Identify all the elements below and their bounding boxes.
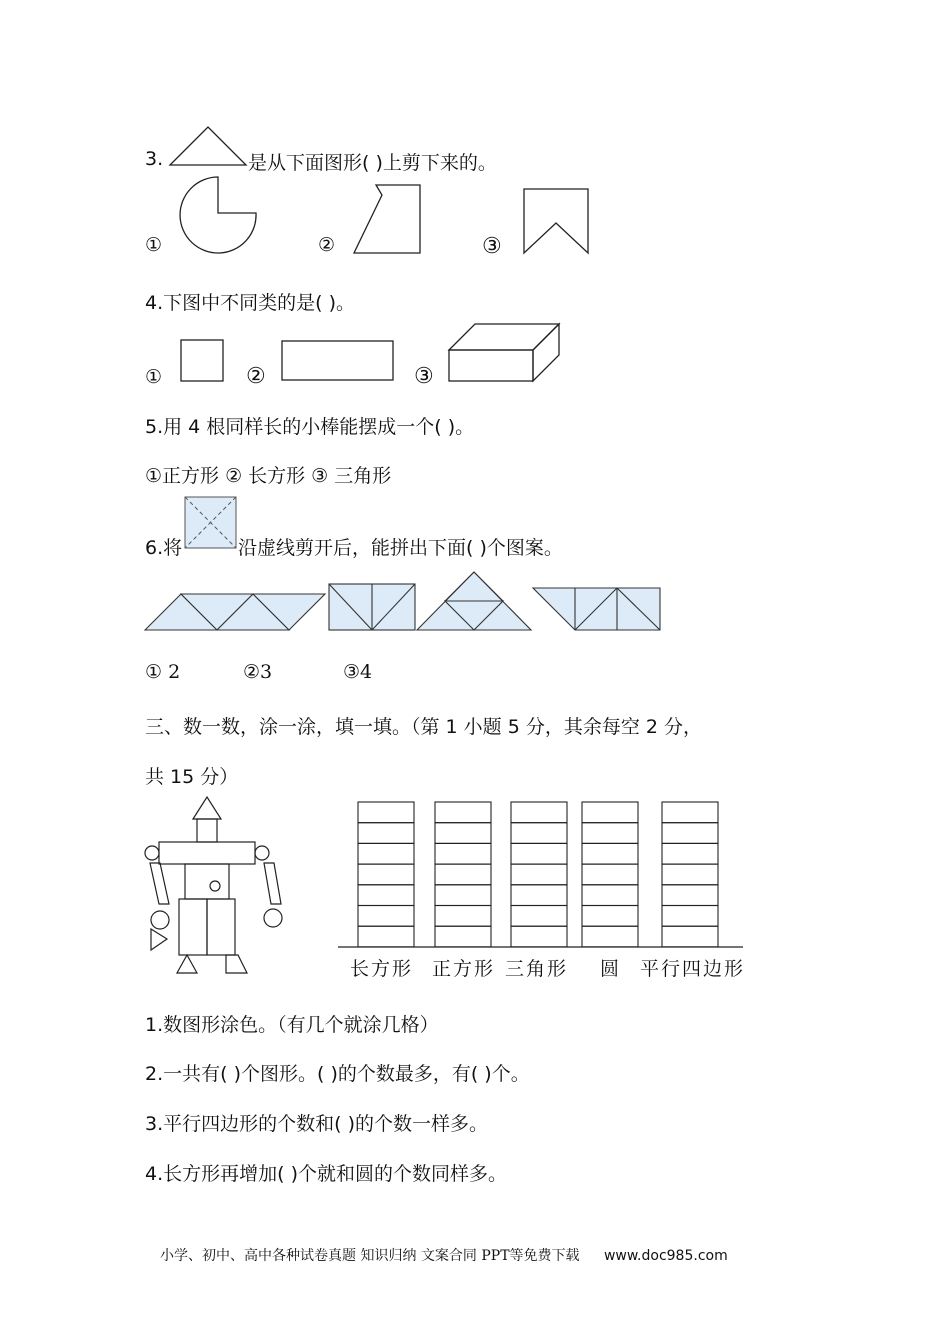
q4-square-shape xyxy=(180,339,224,383)
chart-cell[interactable] xyxy=(582,864,638,885)
chart-cell[interactable] xyxy=(582,843,638,864)
chart-cell[interactable] xyxy=(511,823,567,844)
chart-label: 长方形 xyxy=(350,958,414,980)
chart-cell[interactable] xyxy=(582,885,638,906)
q6-square-dashed-figure xyxy=(184,496,238,550)
robot-figure xyxy=(143,795,293,980)
q6-option-2: ②3 xyxy=(243,661,273,683)
chart-cell[interactable] xyxy=(358,843,414,864)
q4-option-1-label: ① xyxy=(145,366,163,388)
chart-cell[interactable] xyxy=(435,926,491,947)
chart-cell[interactable] xyxy=(358,864,414,885)
q3-triangle-figure xyxy=(168,125,248,167)
chart-cell[interactable] xyxy=(662,885,718,906)
q4-cuboid-shape xyxy=(447,322,561,384)
q6-suffix: 沿虚线剪开后，能拼出下面( )个图案。 xyxy=(238,537,563,559)
sub-question-4: 4.长方形再增加( )个就和圆的个数同样多。 xyxy=(145,1163,507,1185)
chart-cell[interactable] xyxy=(358,885,414,906)
chart-cell[interactable] xyxy=(435,906,491,927)
chart-cell[interactable] xyxy=(662,906,718,927)
chart-cell[interactable] xyxy=(511,885,567,906)
footer xyxy=(160,1245,734,1265)
chart-cell[interactable] xyxy=(662,864,718,885)
chart-label: 正方形 xyxy=(432,958,496,980)
chart-cell[interactable] xyxy=(358,802,414,823)
sub-question-3: 3.平行四边形的个数和( )的个数一样多。 xyxy=(145,1113,488,1135)
chart-cell[interactable] xyxy=(662,823,718,844)
section3-title-cont: 共 15 分） xyxy=(145,766,239,788)
q6-option-1: ① 2 xyxy=(145,661,181,683)
chart-cell[interactable] xyxy=(435,802,491,823)
chart-cell[interactable] xyxy=(358,906,414,927)
q6-patterns xyxy=(143,570,665,634)
q3-option-2-shape xyxy=(352,183,424,255)
chart-cell[interactable] xyxy=(435,843,491,864)
chart-cell[interactable] xyxy=(511,906,567,927)
q3-number: 3. xyxy=(145,148,164,170)
coloring-chart xyxy=(338,800,744,950)
q3-text: 是从下面图形( )上剪下来的。 xyxy=(248,152,497,174)
chart-cell[interactable] xyxy=(582,802,638,823)
chart-cell[interactable] xyxy=(662,843,718,864)
chart-label: 圆 xyxy=(600,958,622,980)
chart-cell[interactable] xyxy=(511,843,567,864)
q4-rectangle-shape xyxy=(281,340,395,382)
chart-cell[interactable] xyxy=(582,926,638,947)
footer-site: www.doc985.com xyxy=(603,1248,728,1264)
q4-option-3-label: ③ xyxy=(414,364,434,389)
q3-option-3-shape xyxy=(522,187,592,255)
chart-cell[interactable] xyxy=(435,823,491,844)
sub-question-1: 1.数图形涂色。（有几个就涂几格） xyxy=(145,1014,439,1036)
chart-cell[interactable] xyxy=(358,823,414,844)
chart-cell[interactable] xyxy=(582,906,638,927)
q6-prefix: 6.将 xyxy=(145,537,183,559)
q5-text: 5.用 4 根同样长的小棒能摆成一个( )。 xyxy=(145,416,475,438)
q3-option-3-label: ③ xyxy=(482,234,502,259)
chart-cell[interactable] xyxy=(435,885,491,906)
chart-cell[interactable] xyxy=(511,864,567,885)
chart-cell[interactable] xyxy=(662,926,718,947)
footer-text: 小学、初中、高中各种试卷真题 知识归纳 文案合同 PPT等免费下载 xyxy=(160,1248,580,1264)
chart-label: 平行四边形 xyxy=(640,958,746,980)
chart-cell[interactable] xyxy=(582,823,638,844)
chart-cell[interactable] xyxy=(511,926,567,947)
q3-option-1-label: ① xyxy=(145,234,163,256)
chart-cell[interactable] xyxy=(511,802,567,823)
q3-line xyxy=(145,148,163,170)
chart-label: 三角形 xyxy=(505,958,569,980)
q3-option-2-label: ② xyxy=(318,234,336,256)
q4-option-2-label: ② xyxy=(246,364,266,389)
q3-option-1-shape xyxy=(178,175,262,255)
chart-cell[interactable] xyxy=(662,802,718,823)
chart-cell[interactable] xyxy=(435,864,491,885)
q4-text: 4.下图中不同类的是( )。 xyxy=(145,292,355,314)
q6-option-3: ③4 xyxy=(343,661,373,683)
sub-question-2: 2.一共有( )个图形。( )的个数最多，有( )个。 xyxy=(145,1063,530,1085)
section3-title: 三、数一数，涂一涂，填一填。（第 1 小题 5 分，其余每空 2 分， xyxy=(145,716,703,738)
chart-cell[interactable] xyxy=(358,926,414,947)
q5-options: ①正方形 ② 长方形 ③ 三角形 xyxy=(145,465,392,487)
